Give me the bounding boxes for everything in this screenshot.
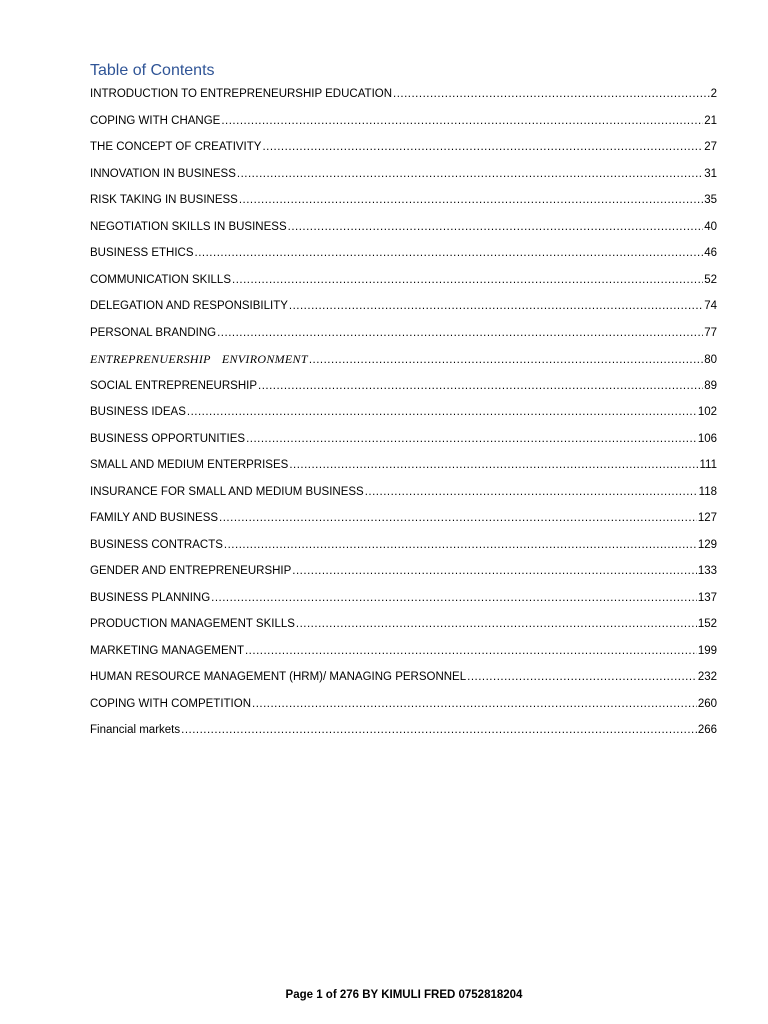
toc-entry-page: 35 <box>704 194 717 206</box>
toc-leader-dots <box>365 482 698 502</box>
toc-entry-label: INTRODUCTION TO ENTREPRENEURSHIP EDUCATION <box>90 88 393 100</box>
toc-entry-page: 27 <box>704 141 717 153</box>
toc-leader-dots <box>292 561 697 581</box>
toc-entry-label: GENDER AND ENTREPRENEURSHIP <box>90 565 292 577</box>
toc-entry-label: RISK TAKING IN BUSINESS <box>90 194 238 206</box>
toc-entry-page: 137 <box>697 591 717 604</box>
toc-entry-label: ENTREPRENUERSHIP ENVIRONMENT <box>90 352 308 366</box>
toc-entry-label: BUSINESS ETHICS <box>90 247 194 259</box>
toc-entry[interactable] <box>90 429 717 456</box>
toc-entry-page: 106 <box>697 432 717 445</box>
toc-leader-dots <box>221 111 703 131</box>
toc-entry-page: 127 <box>697 512 717 524</box>
toc-entry-page: 2 <box>710 88 717 100</box>
toc-entry[interactable] <box>90 588 717 615</box>
toc-entry[interactable] <box>90 323 717 350</box>
toc-leader-dots <box>467 667 697 687</box>
toc-entry-label: INNOVATION IN BUSINESS <box>90 167 236 180</box>
toc-leader-dots <box>245 641 697 661</box>
toc-entry[interactable] <box>90 694 717 721</box>
toc-entry-page: 152 <box>697 618 717 630</box>
toc-entry-page: 74 <box>704 300 717 312</box>
toc-leader-dots <box>262 137 703 157</box>
toc-entry-page: 232 <box>697 671 717 683</box>
toc-entry-page: 199 <box>697 644 717 657</box>
toc-entry-page: 40 <box>704 220 717 233</box>
toc-entry[interactable] <box>90 561 717 588</box>
toc-entry-label: COPING WITH COMPETITION <box>90 697 251 710</box>
toc-entry-label: Financial markets <box>90 724 181 736</box>
toc-entry[interactable] <box>90 667 717 694</box>
toc-leader-dots <box>252 694 697 714</box>
toc-entry-page: 260 <box>697 697 717 710</box>
toc-leader-dots <box>237 164 703 184</box>
toc-entry-page: 89 <box>704 379 717 392</box>
toc-entry-label: BUSINESS OPPORTUNITIES <box>90 432 246 445</box>
toc-entry-label: DELEGATION AND RESPONSIBILITY <box>90 300 288 312</box>
toc-leader-dots <box>288 217 704 237</box>
toc-entry-page: 31 <box>704 167 717 180</box>
toc-entry-page: 21 <box>704 114 717 127</box>
toc-entry-page: 111 <box>699 459 717 471</box>
toc-entry-page: 129 <box>697 538 717 551</box>
toc-entry-label: THE CONCEPT OF CREATIVITY <box>90 141 262 153</box>
toc-entry-page: 80 <box>704 354 717 366</box>
toc-entry[interactable] <box>90 535 717 562</box>
toc-leader-dots <box>393 84 710 104</box>
toc-leader-dots <box>232 270 703 290</box>
toc-leader-dots <box>195 243 704 263</box>
toc-leader-dots <box>217 323 703 343</box>
toc-entry-label: BUSINESS IDEAS <box>90 406 186 418</box>
toc-entry-label: COPING WITH CHANGE <box>90 114 221 127</box>
toc-entry-label: SOCIAL ENTREPRENEURSHIP <box>90 379 257 392</box>
toc-leader-dots <box>289 296 703 316</box>
toc-leader-dots <box>309 350 703 370</box>
toc-entry[interactable] <box>90 402 717 429</box>
toc-title: Table of Contents <box>90 62 215 79</box>
toc-leader-dots <box>239 190 703 210</box>
toc-entry-page: 266 <box>697 724 717 736</box>
toc-entry-page: 118 <box>698 485 717 498</box>
toc-entry[interactable] <box>90 349 717 376</box>
toc-entry[interactable] <box>90 641 717 668</box>
toc-leader-dots <box>246 429 697 449</box>
toc-leader-dots <box>187 402 697 422</box>
toc-leader-dots <box>289 455 698 475</box>
toc-entry[interactable] <box>90 84 717 111</box>
toc-entry[interactable] <box>90 482 717 509</box>
toc-entry-label: HUMAN RESOURCE MANAGEMENT (HRM)/ MANAGING PERSONNEL <box>90 671 467 683</box>
toc-entry[interactable] <box>90 217 717 244</box>
page-footer: Page 1 of 276 BY KIMULI FRED 0752818204 <box>285 989 523 1001</box>
toc-leader-dots <box>181 720 697 740</box>
toc-leader-dots <box>258 376 703 396</box>
toc-entry[interactable] <box>90 720 717 747</box>
toc-entry[interactable] <box>90 190 717 217</box>
toc-entry-label: COMMUNICATION SKILLS <box>90 273 231 286</box>
toc-entry-label: INSURANCE FOR SMALL AND MEDIUM BUSINESS <box>90 485 364 498</box>
toc-list <box>90 84 717 747</box>
toc-entry[interactable] <box>90 455 717 482</box>
toc-entry[interactable] <box>90 296 717 323</box>
toc-entry-label: SMALL AND MEDIUM ENTERPRISES <box>90 459 289 471</box>
toc-leader-dots <box>211 588 697 608</box>
toc-entry-label: MARKETING MANAGEMENT <box>90 644 244 657</box>
toc-entry-label: BUSINESS PLANNING <box>90 591 211 604</box>
toc-entry-label: PERSONAL BRANDING <box>90 326 217 339</box>
toc-entry[interactable] <box>90 508 717 535</box>
toc-entry-label: FAMILY AND BUSINESS <box>90 512 219 524</box>
toc-entry-page: 46 <box>704 247 717 259</box>
toc-entry-page: 133 <box>697 565 717 577</box>
toc-leader-dots <box>219 508 697 528</box>
toc-entry-page: 77 <box>704 326 717 339</box>
toc-entry[interactable] <box>90 137 717 164</box>
toc-entry[interactable] <box>90 614 717 641</box>
toc-entry[interactable] <box>90 164 717 191</box>
toc-entry-label: PRODUCTION MANAGEMENT SKILLS <box>90 618 295 630</box>
toc-entry[interactable] <box>90 243 717 270</box>
toc-leader-dots <box>296 614 697 634</box>
toc-entry[interactable] <box>90 111 717 138</box>
toc-entry-page: 102 <box>697 406 717 418</box>
toc-entry[interactable] <box>90 270 717 297</box>
toc-entry-label: NEGOTIATION SKILLS IN BUSINESS <box>90 220 287 233</box>
toc-leader-dots <box>224 535 697 555</box>
toc-entry-label: BUSINESS CONTRACTS <box>90 538 223 551</box>
toc-entry[interactable] <box>90 376 717 403</box>
toc-entry-page: 52 <box>704 273 717 286</box>
